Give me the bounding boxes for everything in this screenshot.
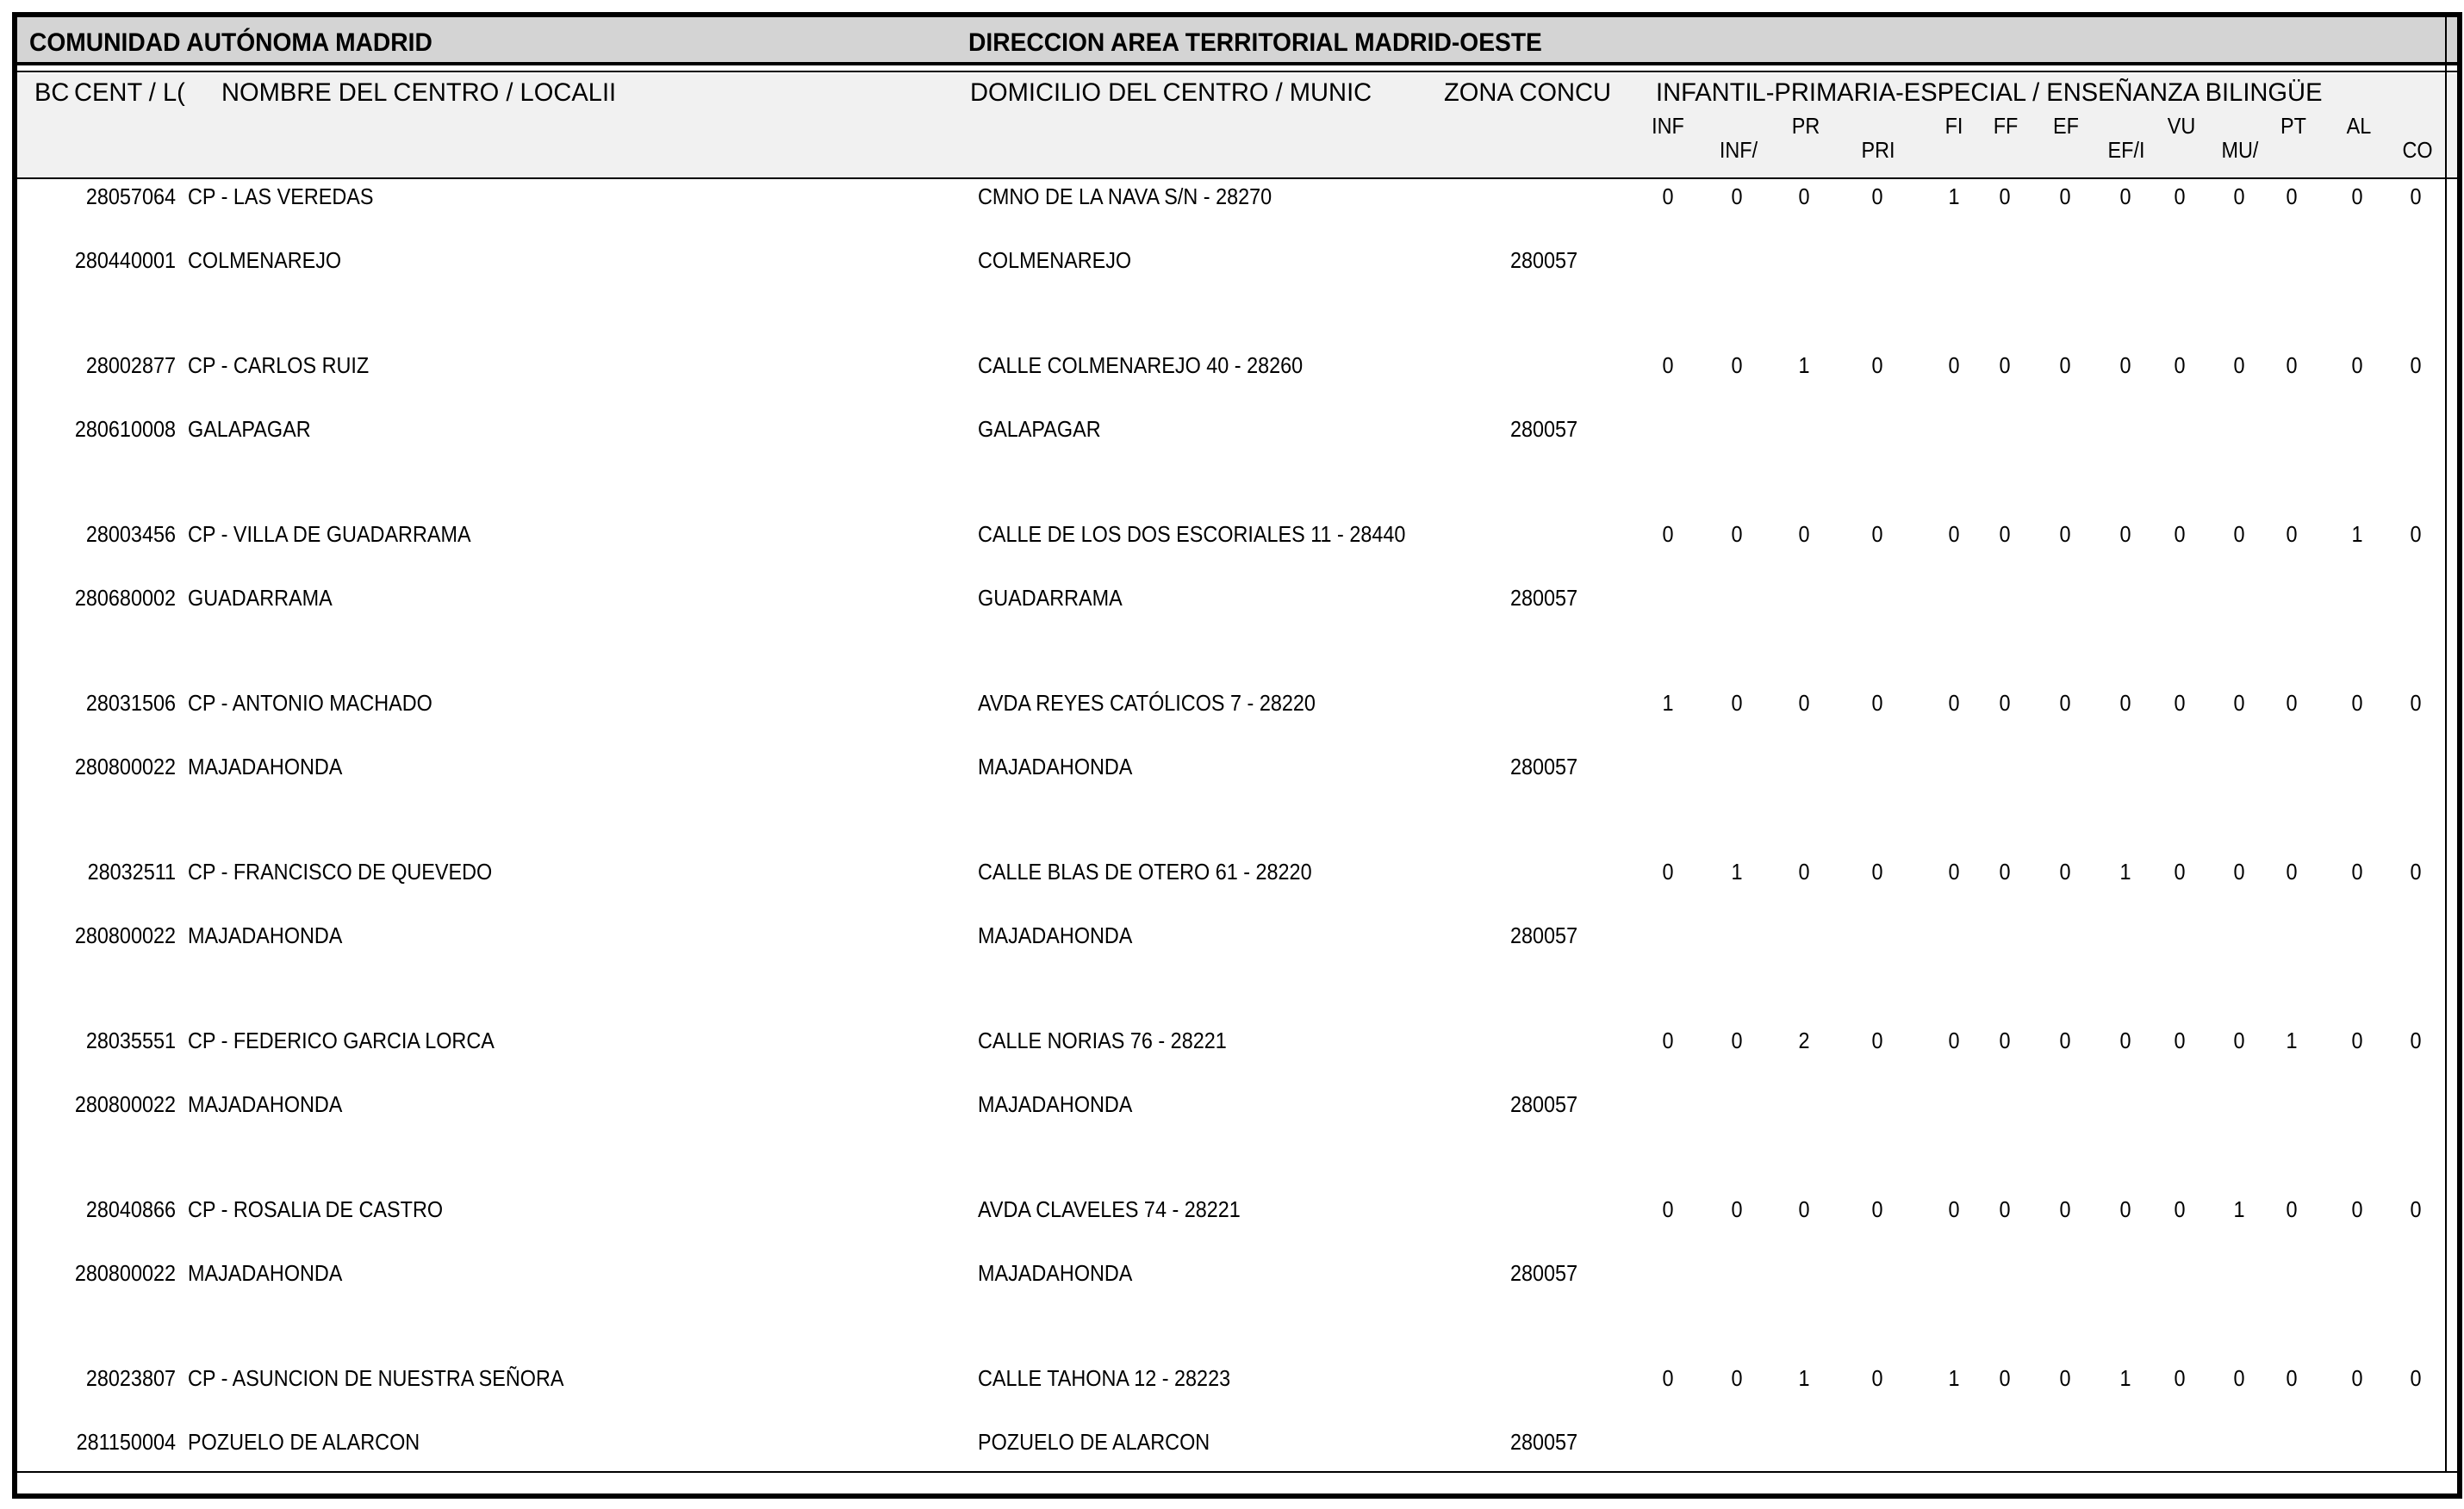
vacancy-value: 0 <box>1948 859 1960 885</box>
subcolumn-header: MU/ <box>2221 137 2259 163</box>
vacancy-value: 0 <box>2233 1365 2245 1391</box>
center-code: 28040866 <box>85 1196 176 1222</box>
subcolumn-header: EF/I <box>2107 137 2145 163</box>
center-name: CP - ANTONIO MACHADO <box>188 690 432 716</box>
center-name: CP - ASUNCION DE NUESTRA SEÑORA <box>188 1365 564 1391</box>
vacancy-value: 0 <box>2059 352 2071 378</box>
subcolumn-header: PT <box>2280 113 2306 139</box>
vacancy-value: 0 <box>1999 521 2011 547</box>
vacancy-value: 0 <box>1662 183 1674 209</box>
vacancy-value: 0 <box>2233 352 2245 378</box>
vacancy-value: 1 <box>2233 1196 2245 1222</box>
subcolumn-header: AL <box>2346 113 2372 139</box>
vacancy-value: 0 <box>1731 183 1743 209</box>
vacancy-value: 0 <box>2059 1365 2071 1391</box>
vacancy-value: 0 <box>2174 859 2186 885</box>
vacancy-value: 0 <box>2174 352 2186 378</box>
vacancy-value: 0 <box>2351 690 2363 716</box>
municipality-name: GUADARRAMA <box>978 585 1123 611</box>
vacancy-value: 0 <box>1871 690 1883 716</box>
vacancy-value: 0 <box>2410 859 2422 885</box>
vacancy-value: 0 <box>2174 1196 2186 1222</box>
center-name: CP - VILLA DE GUADARRAMA <box>188 521 471 547</box>
vacancy-value: 0 <box>2059 690 2071 716</box>
vacancy-value: 0 <box>2119 1028 2131 1053</box>
center-code: 28002877 <box>85 352 176 378</box>
vacancy-value: 0 <box>1948 1028 1960 1053</box>
vacancy-value: 0 <box>1948 521 1960 547</box>
col-header-domicilio: DOMICILIO DEL CENTRO / MUNIC <box>970 78 1372 107</box>
region-header-right: DIRECCION AREA TERRITORIAL MADRID-OESTE <box>968 28 1542 57</box>
vacancy-value: 0 <box>2119 352 2131 378</box>
center-name: CP - LAS VEREDAS <box>188 183 374 209</box>
locality-name: GALAPAGAR <box>188 416 311 442</box>
vacancy-value: 0 <box>1798 521 1810 547</box>
vacancy-value: 0 <box>2174 1365 2186 1391</box>
locality-name: GUADARRAMA <box>188 585 333 611</box>
center-address: AVDA REYES CATÓLICOS 7 - 28220 <box>978 690 1316 716</box>
municipality-name: MAJADAHONDA <box>978 754 1133 779</box>
municipality-name: COLMENAREJO <box>978 247 1132 273</box>
region-header-left: COMUNIDAD AUTÓNOMA MADRID <box>29 28 432 57</box>
vacancy-value: 0 <box>2351 183 2363 209</box>
col-header-nombre: NOMBRE DEL CENTRO / LOCALII <box>221 78 617 107</box>
vacancy-value: 0 <box>1662 1365 1674 1391</box>
vacancy-value: 0 <box>2059 859 2071 885</box>
locality-code: 280800022 <box>74 1260 176 1286</box>
center-address: CALLE BLAS DE OTERO 61 - 28220 <box>978 859 1312 885</box>
locality-name: POZUELO DE ALARCON <box>188 1429 420 1455</box>
center-code: 28057064 <box>85 183 176 209</box>
vacancy-value: 0 <box>1948 352 1960 378</box>
vacancy-value: 1 <box>1948 183 1960 209</box>
vacancy-value: 0 <box>1662 352 1674 378</box>
center-address: AVDA CLAVELES 74 - 28221 <box>978 1196 1241 1222</box>
vacancy-value: 0 <box>1871 1028 1883 1053</box>
zone-code: 280057 <box>1510 247 1578 273</box>
vacancy-value: 0 <box>2286 859 2298 885</box>
vacancy-value: 0 <box>1731 521 1743 547</box>
municipality-name: MAJADAHONDA <box>978 1091 1133 1117</box>
vacancy-value: 0 <box>2174 1028 2186 1053</box>
subcolumn-header: PR <box>1791 113 1820 139</box>
vacancy-value: 0 <box>1999 352 2011 378</box>
vacancy-value: 0 <box>2410 1196 2422 1222</box>
vacancy-value: 0 <box>1948 690 1960 716</box>
subcolumn-header: FF <box>1993 113 2019 139</box>
vacancy-value: 0 <box>1871 1196 1883 1222</box>
vacancy-value: 0 <box>1731 1365 1743 1391</box>
vacancy-value: 0 <box>2351 1028 2363 1053</box>
vacancy-value: 0 <box>2351 859 2363 885</box>
vacancy-value: 0 <box>2410 521 2422 547</box>
vacancy-value: 0 <box>1871 1365 1883 1391</box>
vacancy-value: 1 <box>2286 1028 2298 1053</box>
vacancy-value: 0 <box>1999 183 2011 209</box>
vacancy-value: 1 <box>1798 352 1810 378</box>
vacancy-value: 0 <box>2233 183 2245 209</box>
vacancy-value: 0 <box>2059 1028 2071 1053</box>
subcolumn-header: EF <box>2053 113 2079 139</box>
vacancy-value: 0 <box>2174 521 2186 547</box>
vacancy-value: 0 <box>1731 1028 1743 1053</box>
subcolumn-header: INF/ <box>1719 137 1758 163</box>
subcolumn-header: CO <box>2402 137 2433 163</box>
vacancy-value: 0 <box>2286 1365 2298 1391</box>
vacancy-value: 0 <box>2351 1365 2363 1391</box>
vacancy-value: 0 <box>2410 690 2422 716</box>
zone-code: 280057 <box>1510 1091 1578 1117</box>
subcolumn-header: FI <box>1944 113 1963 139</box>
vacancy-value: 1 <box>2351 521 2363 547</box>
center-name: CP - FRANCISCO DE QUEVEDO <box>188 859 493 885</box>
locality-name: MAJADAHONDA <box>188 922 343 948</box>
vacancy-value: 0 <box>2351 1196 2363 1222</box>
locality-code: 280610008 <box>74 416 176 442</box>
locality-name: MAJADAHONDA <box>188 754 343 779</box>
vacancy-value: 1 <box>2119 1365 2131 1391</box>
vacancy-value: 0 <box>1798 183 1810 209</box>
vacancy-value: 0 <box>1798 690 1810 716</box>
locality-name: MAJADAHONDA <box>188 1091 343 1117</box>
col-header-bc: BC <box>34 78 70 107</box>
region-header-band <box>17 17 2457 65</box>
municipality-name: MAJADAHONDA <box>978 1260 1133 1286</box>
zone-code: 280057 <box>1510 585 1578 611</box>
vacancy-value: 0 <box>2286 1196 2298 1222</box>
center-address: CALLE DE LOS DOS ESCORIALES 11 - 28440 <box>978 521 1406 547</box>
vacancy-value: 0 <box>1999 690 2011 716</box>
vacancy-value: 0 <box>2233 859 2245 885</box>
inner-right-rule <box>2445 17 2447 1473</box>
vacancy-value: 0 <box>2410 352 2422 378</box>
vacancy-value: 0 <box>2059 521 2071 547</box>
vacancy-value: 2 <box>1798 1028 1810 1053</box>
locality-name: MAJADAHONDA <box>188 1260 343 1286</box>
zone-code: 280057 <box>1510 416 1578 442</box>
col-header-group: INFANTIL-PRIMARIA-ESPECIAL / ENSEÑANZA BILINGÜE <box>1656 78 2323 107</box>
zone-code: 280057 <box>1510 1260 1578 1286</box>
center-code: 28035551 <box>85 1028 176 1053</box>
center-address: CALLE TAHONA 12 - 28223 <box>978 1365 1231 1391</box>
vacancy-value: 0 <box>1731 352 1743 378</box>
vacancy-value: 1 <box>1798 1365 1810 1391</box>
center-name: CP - ROSALIA DE CASTRO <box>188 1196 444 1222</box>
vacancy-value: 0 <box>1999 1028 2011 1053</box>
table-frame <box>12 12 2462 1499</box>
vacancy-value: 0 <box>1871 352 1883 378</box>
zone-code: 280057 <box>1510 1429 1578 1455</box>
vacancy-value: 0 <box>2410 183 2422 209</box>
vacancy-value: 0 <box>2410 1365 2422 1391</box>
locality-code: 280800022 <box>74 1091 176 1117</box>
vacancy-value: 0 <box>1662 521 1674 547</box>
municipality-name: POZUELO DE ALARCON <box>978 1429 1210 1455</box>
vacancy-value: 0 <box>2059 1196 2071 1222</box>
center-address: CALLE NORIAS 76 - 28221 <box>978 1028 1227 1053</box>
zone-code: 280057 <box>1510 754 1578 779</box>
municipality-name: GALAPAGAR <box>978 416 1101 442</box>
vacancy-value: 0 <box>2174 690 2186 716</box>
vacancy-value: 0 <box>2119 183 2131 209</box>
center-code: 28031506 <box>85 690 176 716</box>
vacancy-value: 1 <box>1731 859 1743 885</box>
vacancy-value: 0 <box>1662 1028 1674 1053</box>
vacancy-value: 0 <box>1999 1365 2011 1391</box>
subcolumn-header: INF <box>1652 113 1684 139</box>
vacancy-value: 0 <box>1798 859 1810 885</box>
center-code: 28023807 <box>85 1365 176 1391</box>
vacancy-value: 0 <box>2059 183 2071 209</box>
vacancy-value: 0 <box>1798 1196 1810 1222</box>
vacancy-value: 0 <box>1662 1196 1674 1222</box>
vacancy-value: 0 <box>2286 183 2298 209</box>
vacancy-value: 0 <box>1731 1196 1743 1222</box>
vacancy-value: 0 <box>2119 521 2131 547</box>
center-name: CP - CARLOS RUIZ <box>188 352 370 378</box>
center-code: 28032511 <box>87 859 176 885</box>
vacancy-value: 0 <box>2286 521 2298 547</box>
vacancy-value: 1 <box>2119 859 2131 885</box>
subcolumn-header: PRI <box>1861 137 1895 163</box>
col-header-cent: CENT / L( <box>74 78 185 107</box>
locality-code: 280800022 <box>74 922 176 948</box>
vacancy-value: 0 <box>1662 859 1674 885</box>
vacancy-value: 1 <box>1948 1365 1960 1391</box>
vacancy-value: 0 <box>1999 859 2011 885</box>
vacancy-value: 0 <box>2286 690 2298 716</box>
locality-code: 281150004 <box>76 1429 176 1455</box>
locality-code: 280680002 <box>74 585 176 611</box>
vacancy-value: 0 <box>2410 1028 2422 1053</box>
center-name: CP - FEDERICO GARCIA LORCA <box>188 1028 495 1053</box>
inner-bottom-rule <box>17 1471 2457 1473</box>
locality-name: COLMENAREJO <box>188 247 342 273</box>
vacancy-value: 0 <box>2233 1028 2245 1053</box>
locality-code: 280440001 <box>74 247 176 273</box>
vacancy-value: 0 <box>2351 352 2363 378</box>
subcolumn-header: VU <box>2167 113 2196 139</box>
locality-code: 280800022 <box>74 754 176 779</box>
vacancy-value: 0 <box>2286 352 2298 378</box>
vacancy-value: 0 <box>2174 183 2186 209</box>
vacancy-value: 0 <box>1871 521 1883 547</box>
center-address: CMNO DE LA NAVA S/N - 28270 <box>978 183 1272 209</box>
zone-code: 280057 <box>1510 922 1578 948</box>
municipality-name: MAJADAHONDA <box>978 922 1133 948</box>
vacancy-value: 0 <box>1948 1196 1960 1222</box>
vacancy-value: 0 <box>2119 1196 2131 1222</box>
vacancy-value: 0 <box>1999 1196 2011 1222</box>
center-address: CALLE COLMENAREJO 40 - 28260 <box>978 352 1304 378</box>
vacancy-value: 0 <box>2233 521 2245 547</box>
vacancy-value: 0 <box>2233 690 2245 716</box>
vacancy-value: 0 <box>1871 183 1883 209</box>
center-code: 28003456 <box>85 521 176 547</box>
vacancy-value: 0 <box>1871 859 1883 885</box>
col-header-zona: ZONA CONCU <box>1444 78 1612 107</box>
vacancy-value: 1 <box>1662 690 1674 716</box>
divider-line-top <box>17 71 2457 72</box>
vacancy-value: 0 <box>1731 690 1743 716</box>
vacancy-value: 0 <box>2119 690 2131 716</box>
